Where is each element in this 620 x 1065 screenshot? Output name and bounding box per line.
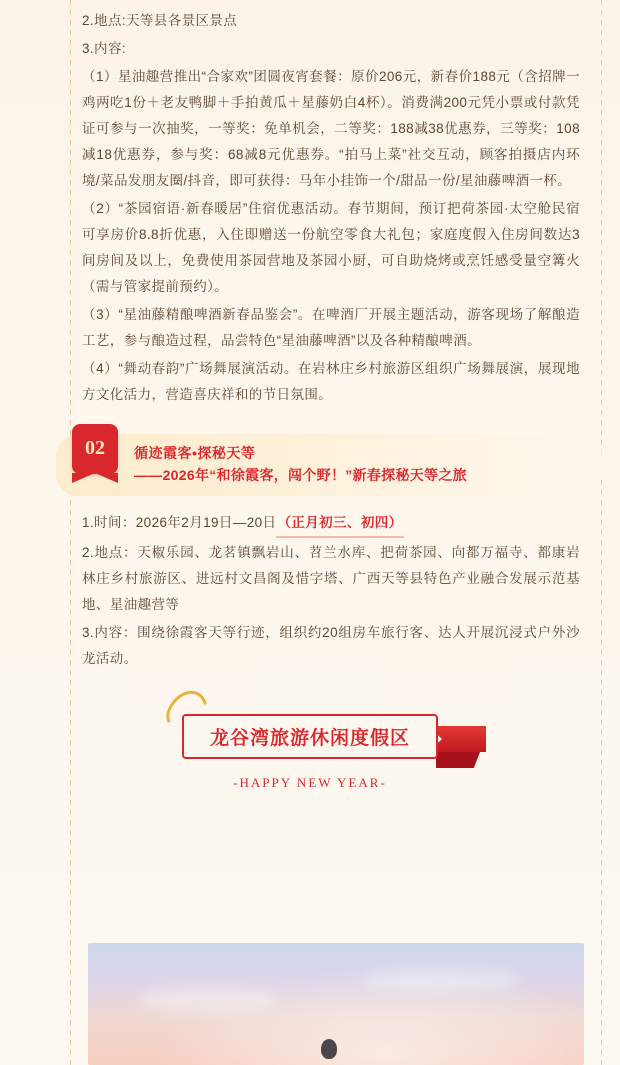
time-text: 1.时间：2026年2月19日—20日 — [82, 515, 277, 530]
banner-title: 龙谷湾旅游休闲度假区 — [209, 728, 410, 749]
cloud-decoration — [138, 987, 278, 1013]
paragraph-item-4: （4）“舞动春韵”广场舞展演活动。在岩林庄乡村旅游区组织广场舞展演，展现地方文化活力，营造喜庆祥和的节日氛围。 — [82, 361, 580, 402]
section-two-time — [82, 510, 580, 538]
scenery-photo — [88, 943, 584, 1065]
paragraph-location: 2.地点:天等县各景区景点 — [82, 13, 238, 28]
section-subtitle: ——2026年“和徐霞客，闯个野！”新春探秘天等之旅 — [134, 467, 467, 483]
resort-banner — [160, 714, 460, 791]
banner-ribbon — [182, 714, 438, 759]
paragraph-content-label: 3.内容: — [82, 41, 127, 56]
section-two-place: 2.地点：天椒乐园、龙茗镇飘岩山、苕兰水库、把荷茶园、向都万福寺、都康岩林庄乡村旅游区、进远村文昌阁及惜字塔、广西天等县特色产业融合发展示范基地、星油趣营等 — [82, 545, 580, 612]
ribbon-shadow — [436, 752, 480, 768]
time-highlight: （正月初三、初四） — [276, 510, 403, 538]
section-number-badge — [72, 424, 118, 474]
section-number: 02 — [85, 437, 105, 459]
section-title: 循迹霞客•探秘天等 — [134, 445, 256, 461]
section-two-body — [0, 496, 620, 672]
banner-subtitle: -HAPPY NEW YEAR- — [233, 775, 387, 790]
article-content — [0, 0, 620, 408]
section-two-content: 3.内容：围绕徐霞客天等行迹，组织约20组房车旅行客、达人开展沉浸式户外沙龙活动。 — [82, 625, 580, 666]
section-title-group — [134, 442, 590, 486]
balloon-silhouette — [321, 1039, 337, 1059]
section-header-card — [56, 434, 602, 496]
cloud-decoration-2 — [361, 970, 521, 990]
paragraph-item-2: （2）“茶园宿语·新春暖居”住宿优惠活动。春节期间，预订把荷茶园·太空舱民宿可享房价8.8折优惠，入住即赠送一份航空零食大礼包；家庭度假入住房间数达3间房间及以上，免费使用茶园营地及茶园小厨，可自助烧烤或烹饪感受量空篝火（需与管家提前预约）。 — [82, 201, 580, 294]
paragraph-item-3: （3）“星油藤精酿啤酒新春品鉴会”。在啤酒厂开展主题活动，游客现场了解酿造工艺，参与酿造过程，品尝特色“星油藤啤酒”以及各种精酿啤酒。 — [82, 307, 580, 348]
paragraph-item-1: （1）星油趣营推出“合家欢”团圆夜宵套餐：原价206元，新春价188元（含招牌一鸡两吃1份＋老友鸭脚＋手拍黄瓜＋星藤奶白4杯）。消费满200元凭小票或付款凭证可参与一次抽奖，一等奖：免单机会，二等奖：188减38优惠券，三等奖：108减18优惠券，参与奖：68减8元优惠券。“拍马上菜”社交互动，顾客拍摄店内环境/菜品发朋友圈/抖音，即可获得：马年小挂饰一个/甜品一份/星油藤啤酒一杯。 — [82, 69, 580, 188]
